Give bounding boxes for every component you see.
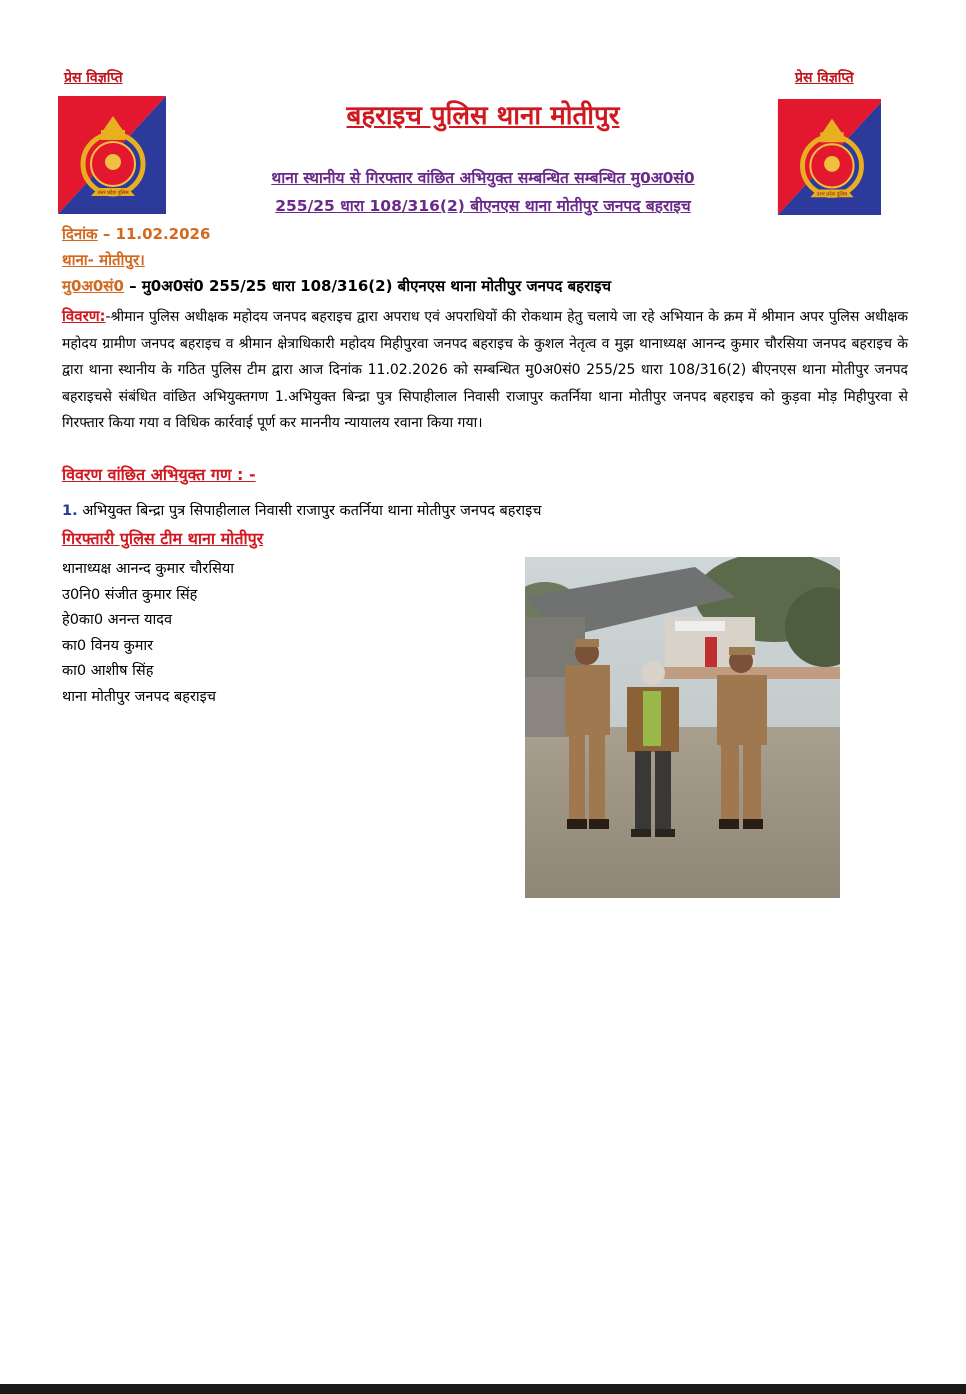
- team-member: उ0नि0 संजीत कुमार सिंह: [62, 586, 198, 603]
- accused-item-text: अभियुक्त बिन्द्रा पुत्र सिपाहीलाल निवासी राजापुर कतर्निया थाना मोतीपुर जनपद बहराइच: [77, 503, 542, 519]
- page-subtitle: [170, 164, 796, 220]
- team-member: हे0का0 अनन्त यादव: [62, 612, 173, 629]
- arrest-photo: [525, 557, 840, 898]
- date-label: दिनांक: [62, 225, 98, 243]
- station-label: थाना-: [62, 251, 94, 269]
- accused-heading: विवरण वांछित अभियुक्त गण : -: [62, 465, 256, 484]
- accused-item: [62, 500, 542, 520]
- accused-item-number: 1.: [62, 503, 78, 519]
- logo-text-right: उत्तर प्रदेश पुलिस: [816, 191, 848, 198]
- station-value: मोतीपुर।: [93, 251, 145, 269]
- station-line: [62, 250, 145, 270]
- subtitle-line-2: 255/25 धारा 108/316(2) बीएनएस थाना मोतीपुर जनपद बहराइच: [275, 197, 691, 215]
- team-heading: गिरफ्तारी पुलिस टीम थाना मोतीपुर: [62, 529, 264, 548]
- team-member: थाना मोतीपुर जनपद बहराइच: [62, 688, 216, 705]
- date-value: – 11.02.2026: [97, 225, 211, 243]
- up-police-logo-left: [58, 96, 166, 214]
- case-line: [62, 276, 611, 296]
- team-member: का0 आशीष सिंह: [62, 663, 154, 680]
- bottom-edge-bar: [0, 1384, 966, 1394]
- details-text: -श्रीमान पुलिस अधीक्षक महोदय जनपद बहराइच द्वारा अपराध एवं अपराधियों की रोकथाम हेतु चलाये जा रहे अभियान के क्रम में श्रीमान अपर पुलिस अधीक्षक महोदय ग्रामीण जनपद बहराइच व श्रीमान क्षेत्राधिकारी महोदय मिहीपुरवा जनपद बहराइच के कुशल नेतृत्व व मुझ थानाध्यक्ष आनन्द कुमार चौरसिया जनपद बहराइच के द्वारा थाना स्थानीय के गठित पुलिस टीम द्वारा आज दिनांक 11.02.2026 को सम्बन्धित मु0अ0सं0 255/25 धारा 108/316(2) बीएनएस थाना मोतीपुर जनपद बहराइचसे संबंधित वांछित अभियुक्तगण 1.अभियुक्त बिन्द्रा पुत्र सिपाहीलाल निवासी राजापुर कतर्निया थाना मोतीपुर जनपद बहराइच को कुड़वा मोड़ मिहीपुरवा से गिरफ्तार किया गया व विधिक कार्रवाई पूर्ण कर माननीय न्यायालय रवाना किया गया।: [62, 309, 908, 431]
- team-member: का0 विनय कुमार: [62, 637, 154, 654]
- subtitle-line-1: थाना स्थानीय से गिरफ्तार वांछित अभियुक्त सम्बन्धित सम्बन्धित मु0अ0सं0: [271, 169, 695, 187]
- case-value: – मु0अ0सं0 255/25 धारा 108/316(2) बीएनएस थाना मोतीपुर जनपद बहराइच: [123, 277, 612, 295]
- details-paragraph: [62, 303, 908, 437]
- case-label: मु0अ0सं0: [62, 277, 124, 295]
- press-release-label-left: प्रेस विज्ञप्ति: [64, 70, 123, 86]
- team-member: थानाध्यक्ष आनन्द कुमार चौरसिया: [62, 561, 235, 577]
- date-line: [62, 224, 210, 244]
- logo-text-left: उत्तर प्रदेश पुलिस: [97, 190, 129, 196]
- details-label: विवरण:: [62, 307, 106, 325]
- press-release-label-right: प्रेस विज्ञप्ति: [795, 70, 854, 86]
- page-title: बहराइच पुलिस थाना मोतीपुर: [346, 101, 620, 131]
- team-list: [62, 557, 234, 711]
